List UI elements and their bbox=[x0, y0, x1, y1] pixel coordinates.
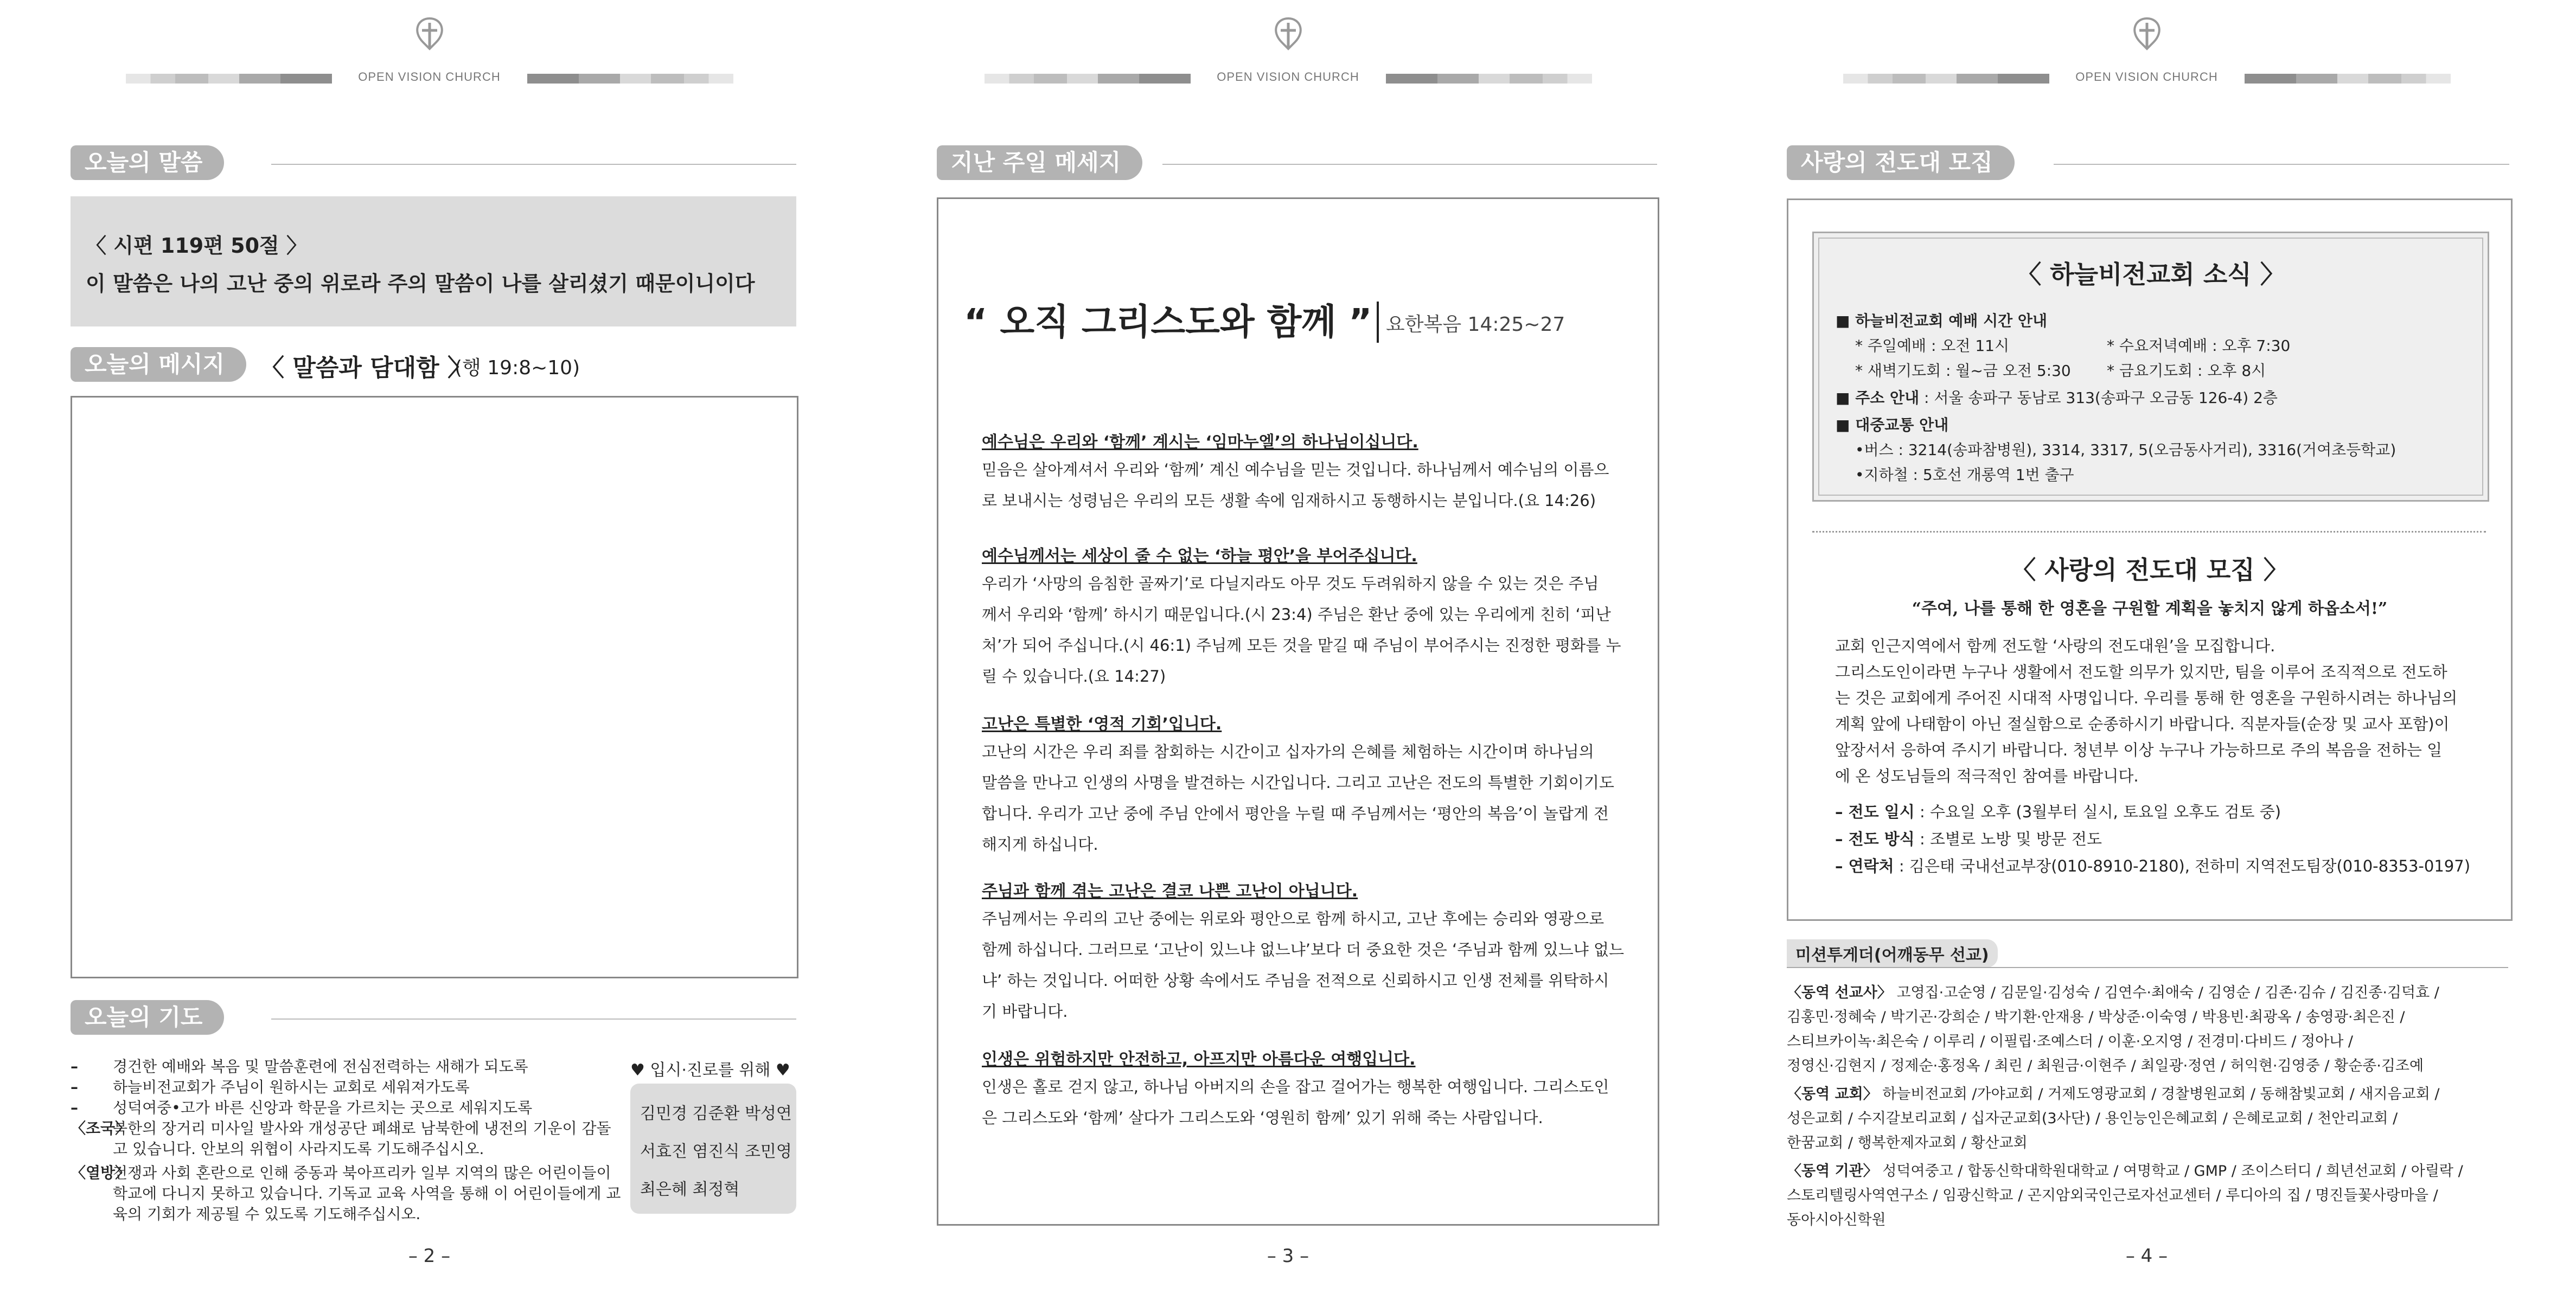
exam-prayer-title: ♥ 입시·진로를 위해 ♥ bbox=[630, 1061, 790, 1080]
page-header bbox=[859, 15, 1717, 84]
wednesday-service: * 수요저녁예배 : 오후 7:30 bbox=[2107, 337, 2291, 355]
church-name: OPEN VISION CHURCH bbox=[1217, 70, 1359, 84]
exam-names-box bbox=[630, 1084, 796, 1214]
sermon-point: 고난은 특별한 ‘영적 기회’입니다. 고난의 시간은 우리 죄를 참회하는 시간이고 십자가의 은혜를 체험하는 시간이며 하나님의 말씀을 만나고 인생의 사명을 발견하는 시간입니다. 그리고 고난은 전도의 특별한 기회이기도 합니다. 우리가 고난 중에 주님 안에서 평안을 누릴 때 주님께서는 ‘평안의 복음’이 놀랍게 전 해지게 하십니다. bbox=[982, 715, 1614, 854]
section-title-evangelism: 사랑의 전도대 모집 bbox=[1787, 145, 2015, 180]
church-name: OPEN VISION CHURCH bbox=[358, 70, 501, 84]
mission-line: 스토리텔링사역연구소 / 임광신학교 / 곤지암외국인근로자선교센터 / 루디아의 집 / 명진들꽃사랑마을 / bbox=[1787, 1187, 2438, 1204]
mission-line: 〈동역 선교사〉 고영집·고순영 / 김문일·김성숙 / 김연수·최애숙 / 김영순 / 김존·김슈 / 김진종·김덕효 / bbox=[1787, 984, 2439, 1001]
recruit-body-line: 앞장서서 응하여 주시기 바랍니다. 청년부 이상 누구나 가능하므로 주의 복음을 전하는 일 bbox=[1835, 741, 2443, 759]
section-title-today-message: 오늘의 메시지 bbox=[71, 347, 246, 382]
service-time-label: ■ 하늘비전교회 예배 시간 안내 bbox=[1836, 312, 2048, 330]
verse-text: 이 말씀은 나의 고난 중의 위로라 주의 말씀이 나를 살리셨기 때문이니이다 bbox=[86, 272, 755, 296]
recruit-body-line: 는 것은 교회에게 주어진 시대적 사명입니다. 우리를 통해 한 영혼을 구원하시려는 하나님의 bbox=[1835, 689, 2458, 707]
church-logo-icon bbox=[2124, 15, 2170, 54]
friday-prayer: * 금요기도회 : 오후 8시 bbox=[2107, 362, 2266, 380]
mission-line: 김홍민·정혜숙 / 박기곤·강희순 / 박기환·안재용 / 박상준·이숙영 / 박용빈·최광옥 / 송영광·최은진 / bbox=[1787, 1009, 2405, 1026]
prayer-item: – 하늘비전교회가 주님이 원하시는 교회로 세워져가도록 bbox=[71, 1078, 470, 1096]
prayer-item: 〈열방〉전쟁과 사회 혼란으로 인해 중동과 북아프리카 일부 지역의 많은 어린이들이 bbox=[71, 1164, 611, 1182]
section-title-today-prayer: 오늘의 기도 bbox=[71, 1000, 224, 1035]
church-logo-icon bbox=[1265, 15, 1311, 54]
mission-line: 스티브카이녹·최은숙 / 이루리 / 이필립·조예스더 / 이훈·오지영 / 전경미·다비드 / 정아나 / bbox=[1787, 1033, 2354, 1050]
header-bar-right bbox=[1386, 74, 1592, 84]
church-name: OPEN VISION CHURCH bbox=[2075, 70, 2218, 84]
header-bar-right bbox=[2245, 74, 2451, 84]
sermon-point: 주님과 함께 겪는 고난은 결코 나쁜 고난이 아닙니다. 주님께서는 우리의 고난 중에는 위로와 평안으로 함께 하시고, 고난 후에는 승리와 영광으로 함께 하십니다. 그러므로 ‘고난이 있느냐 없느냐’보다 더 중요한 것은 ‘주님과 함께 있느냐 없느 냐’ 하는 것입니다. 어떠한 상황 속에서도 주님을 전적으로 신뢰하시고 인생 전체를 위탁하시 기 바랍니다. bbox=[982, 882, 1625, 1021]
prayer-item: 고 있습니다. 안보의 위협이 사라지도록 기도해주십시오. bbox=[113, 1140, 484, 1158]
name-row: 김민경 김준환 박성연 bbox=[640, 1104, 792, 1123]
address-info: ■ 주소 안내 : 서울 송파구 동남로 313(송파구 오금동 126-4) 2층 bbox=[1836, 389, 2278, 407]
sermon-point: 인생은 위험하지만 안전하고, 아프지만 아름다운 여행입니다. 인생은 홀로 걷지 않고, 하나님 아버지의 손을 잡고 걸어가는 행복한 여행입니다. 그리스도인 은 그리스도와 ‘함께’ 살다가 그리스도와 ‘영원히 함께’ 있기 위해 죽는 사람입니다. bbox=[982, 1050, 1609, 1127]
recruit-body-line: 그리스도인이라면 누구나 생활에서 전도할 의무가 있지만, 팀을 이루어 조직적으로 전도하 bbox=[1835, 663, 2447, 681]
prayer-item: 학교에 다니지 못하고 있습니다. 기독교 교육 사역을 통해 이 어린이들에게 교 bbox=[113, 1184, 621, 1202]
mission-line: 동아시아신학원 bbox=[1787, 1212, 1886, 1228]
page-number: – 2 – bbox=[408, 1245, 451, 1267]
page-2 bbox=[0, 0, 859, 1294]
page-4 bbox=[1717, 0, 2576, 1294]
divider bbox=[271, 1018, 796, 1020]
mission-line: 〈동역 기관〉 성덕여중고 / 합동신학대학원대학교 / 여명학교 / GMP / 조이스터디 / 희년선교회 / 아릴락 / bbox=[1787, 1163, 2463, 1180]
page-number: – 4 – bbox=[2125, 1245, 2168, 1267]
recruit-body-line: 계획 앞에 나태함이 아닌 절실함으로 순종하시기 바랍니다. 직분자들(순장 및 교사 포함)이 bbox=[1835, 715, 2450, 733]
mission-line: 한꿈교회 / 행복한제자교회 / 황산교회 bbox=[1787, 1135, 2028, 1151]
church-news-box bbox=[1812, 232, 2489, 502]
recruit-detail-date: – 전도 일시 : 수요일 오후 (3월부터 실시, 토요일 오후도 검토 중) bbox=[1835, 803, 2281, 821]
dawn-prayer: * 새벽기도회 : 월~금 오전 5:30 bbox=[1855, 362, 2071, 380]
verse-box bbox=[71, 196, 796, 326]
mission-line: 정영신·김현지 / 정제순·홍정옥 / 최린 / 최원금·이현주 / 최일광·정연 / 허익현·김영중 / 황순종·김조예 bbox=[1787, 1058, 2424, 1074]
news-title: 〈 하늘비전교회 소식 〉 bbox=[2016, 260, 2285, 289]
recruit-detail-method: – 전도 방식 : 조별로 노방 및 방문 전도 bbox=[1835, 830, 2102, 848]
mission-line: 〈동역 교회〉 하늘비전교회 /가야교회 / 거제도영광교회 / 경찰병원교회 / 동해참빛교회 / 새지음교회 / bbox=[1787, 1086, 2440, 1103]
name-row: 서효진 염진식 조민영 bbox=[640, 1142, 792, 1161]
message-title: 〈 말씀과 담대함 〉 bbox=[260, 354, 471, 382]
mission-line: 성은교회 / 수지갈보리교회 / 십자군교회(3사단) / 용인능인은혜교회 / 은혜로교회 / 천안리교회 / bbox=[1787, 1110, 2398, 1127]
sermon-scripture: 요한복음 14:25~27 bbox=[1386, 313, 1565, 336]
verse-reference: 〈 시편 119편 50절 〉 bbox=[86, 234, 307, 258]
divider bbox=[2054, 164, 2509, 165]
page-header bbox=[1717, 15, 2576, 84]
name-row: 최은혜 최정혁 bbox=[640, 1180, 740, 1199]
section-title-last-message: 지난 주일 메세지 bbox=[937, 145, 1142, 180]
page-number: – 3 – bbox=[1267, 1245, 1309, 1267]
recruit-body-line: 에 온 성도님들의 적극적인 참여를 바랍니다. bbox=[1835, 767, 2139, 785]
divider bbox=[271, 164, 796, 165]
sermon-notes-box bbox=[71, 396, 798, 978]
prayer-item: – 경건한 예배와 복음 및 말씀훈련에 전심전력하는 새해가 되도록 bbox=[71, 1058, 528, 1075]
recruit-quote: “주여, 나를 통해 한 영혼을 구원할 계획을 놓치지 않게 하옵소서!” bbox=[1912, 599, 2388, 618]
page-header bbox=[0, 15, 859, 84]
dotted-divider bbox=[1812, 531, 2486, 533]
header-bar-right bbox=[527, 74, 733, 84]
transit-label: ■ 대중교통 안내 bbox=[1836, 416, 1949, 434]
recruit-frame bbox=[1787, 198, 2513, 921]
prayer-item: 〈조국〉북한의 장거리 미사일 발사와 개성공단 폐쇄로 남북한에 냉전의 기운이 감돌 bbox=[71, 1119, 611, 1137]
divider bbox=[1787, 967, 2508, 968]
bus-info: •버스 : 3214(송파참병원), 3314, 3317, 5(오금동사거리), 3316(거여초등학교) bbox=[1855, 441, 2396, 459]
sermon-title: “ 오직 그리스도와 함께 ” bbox=[964, 301, 1372, 343]
prayer-item: 육의 기회가 제공될 수 있도록 기도해주십시오. bbox=[113, 1205, 421, 1223]
title-divider bbox=[1377, 302, 1379, 343]
prayer-item: – 성덕여중•고가 바른 신앙과 학문을 가르치는 곳으로 세워지도록 bbox=[71, 1099, 533, 1117]
church-logo-icon bbox=[407, 15, 452, 54]
subway-info: •지하철 : 5호선 개롱역 1번 출구 bbox=[1855, 466, 2074, 484]
sermon-point: 예수님은 우리와 ‘함께’ 계시는 ‘임마누엘’의 하나님이십니다. 믿음은 살아계셔서 우리와 ‘함께’ 계신 예수님을 믿는 것입니다. 하나님께서 예수님의 이름으 로 보내시는 성령님은 우리의 모든 생활 속에 임재하시고 동행하시는 분입니다.(요 14:26) bbox=[982, 433, 1609, 510]
recruit-title: 〈 사랑의 전도대 모집 〉 bbox=[2011, 555, 2289, 585]
message-reference: (행 19:8~10) bbox=[455, 357, 580, 379]
divider bbox=[1162, 164, 1657, 165]
sermon-point: 예수님께서는 세상이 줄 수 없는 ‘하늘 평안’을 부어주십니다. 우리가 ‘사망의 음침한 골짜기’로 다닐지라도 아무 것도 두려워하지 않을 수 있는 것은 주님 께서 우리와 ‘함께’ 하시기 때문입니다.(시 23:4) 주님은 환난 중에 있는 우리에게 친히 ‘피난 처’가 되어 주십니다.(시 46:1) 주님께 모든 것을 맡길 때 주님이 부어주시는 진정한 평화를 누 릴 수 있습니다.(요 14:27) bbox=[982, 547, 1621, 686]
sunday-service: * 주일예배 : 오전 11시 bbox=[1855, 337, 2010, 355]
mission-together-title: 미션투게더(어깨동무 선교) bbox=[1787, 939, 1998, 968]
recruit-detail-contact: – 연락처 : 김은태 국내선교부장(010-8910-2180), 전하미 지역전도팀장(010-8353-0197) bbox=[1835, 857, 2471, 875]
recruit-body-line: 교회 인근지역에서 함께 전도할 ‘사랑의 전도대원’을 모집합니다. bbox=[1835, 637, 2275, 655]
section-title-today-word: 오늘의 말씀 bbox=[71, 145, 224, 180]
page-3 bbox=[859, 0, 1717, 1294]
